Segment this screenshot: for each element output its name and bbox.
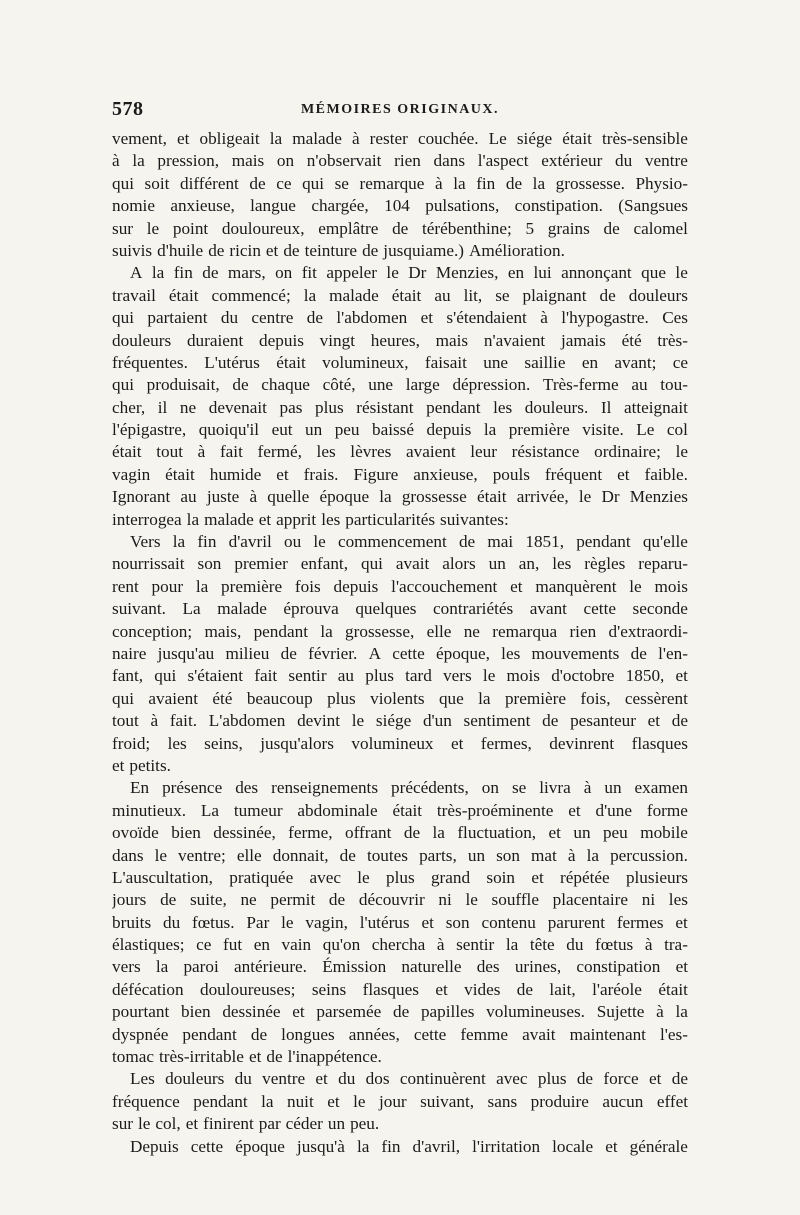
text-line: tomac très-irritable et de l'inappétence. bbox=[112, 1047, 382, 1067]
text-line: dans le ventre; elle donnait, de toutes parts, un son mat à la percussion. bbox=[112, 845, 688, 865]
text-line: sur le col, et finirent par céder un peu. bbox=[112, 1114, 380, 1134]
page-number: 578 bbox=[112, 98, 144, 120]
text-line: cher, il ne devenait pas plus résistant pendant les douleurs. Il atteignait bbox=[112, 397, 688, 417]
text-line: minutieux. La tumeur abdominale était très-proéminente et d'une forme bbox=[112, 800, 688, 820]
text-line: suivis d'huile de ricin et de teinture de jusquiame.) Amélioration. bbox=[112, 240, 565, 260]
text-line: dyspnée pendant de longues années, cette femme avait maintenant l'es- bbox=[112, 1024, 688, 1044]
text-line: froid; les seins, jusqu'alors volumineux et fermes, devinrent flasques bbox=[112, 733, 688, 753]
text-line: était tout à fait fermé, les lèvres avaient leur résistance ordinaire; le bbox=[112, 442, 688, 462]
text-line: fréquence pendant la nuit et le jour suivant, sans produire aucun effet bbox=[112, 1091, 688, 1111]
text-line: tout à fait. L'abdomen devint le siége d'un sentiment de pesanteur et de bbox=[112, 711, 688, 731]
text-line: qui produisait, de chaque côté, une large dépression. Très-ferme au tou- bbox=[112, 375, 688, 395]
running-title: MÉMOIRES ORIGINAUX. bbox=[300, 102, 500, 117]
text-line: à la pression, mais on n'observait rien dans l'aspect extérieur du ventre bbox=[112, 151, 688, 171]
text-line: suivant. La malade éprouva quelques contrariétés avant cette seconde bbox=[112, 599, 688, 619]
text-line: vagin était humide et frais. Figure anxieuse, pouls fréquent et faible. bbox=[112, 464, 688, 484]
text-line: vers la paroi antérieure. Émission naturelle des urines, constipation et bbox=[112, 957, 688, 977]
text-line: naire jusqu'au milieu de février. A cette époque, les mouvements de l'en- bbox=[112, 643, 688, 663]
page-header bbox=[112, 98, 688, 122]
body-text bbox=[112, 128, 688, 1158]
text-line: L'auscultation, pratiquée avec le plus grand soin et répétée plusieurs bbox=[112, 867, 688, 887]
text-line: travail était commencé; la malade était au lit, se plaignant de douleurs bbox=[112, 285, 688, 305]
text-line: bruits du fœtus. Par le vagin, l'utérus et son contenu parurent fermes et bbox=[112, 912, 688, 932]
text-line: nourrissait son premier enfant, qui avait alors un an, les règles reparu- bbox=[112, 554, 688, 574]
text-line: Depuis cette époque jusqu'à la fin d'avril, l'irritation locale et générale bbox=[130, 1136, 688, 1156]
text-line: et petits. bbox=[112, 755, 171, 775]
text-line: élastiques; ce fut en vain qu'on chercha à sentir la tête du fœtus à tra- bbox=[112, 935, 688, 955]
text-line: sur le point douloureux, emplâtre de térébenthine; 5 grains de calomel bbox=[112, 218, 688, 238]
text-line: qui soit différent de ce qui se remarque à la fin de la grossesse. Physio- bbox=[112, 173, 688, 193]
text-line: pourtant bien dessinée et parsemée de papilles volumineuses. Sujette à la bbox=[112, 1002, 688, 1022]
text-line: qui partaient du centre de l'abdomen et s'étendaient à l'hypogastre. Ces bbox=[112, 308, 688, 328]
text-line: défécation douloureuses; seins flasques et vides de lait, l'aréole était bbox=[112, 979, 688, 999]
text-line: fant, qui s'étaient fait sentir au plus tard vers le mois d'octobre 1850, et bbox=[112, 666, 688, 686]
text-line: ovoïde bien dessinée, ferme, offrant de la fluctuation, et un peu mobile bbox=[112, 823, 688, 843]
text-line: rent pour la première fois depuis l'accouchement et manquèrent le mois bbox=[112, 576, 688, 596]
text-line: A la fin de mars, on fit appeler le Dr Menzies, en lui annonçant que le bbox=[130, 263, 688, 283]
text-line: douleurs duraient depuis vingt heures, mais n'avaient jamais été très- bbox=[112, 330, 688, 350]
text-line: Les douleurs du ventre et du dos continuèrent avec plus de force et de bbox=[130, 1069, 688, 1089]
text-line: qui avaient été beaucoup plus violents que la première fois, cessèrent bbox=[112, 688, 688, 708]
text-line: interrogea la malade et apprit les particularités suivantes: bbox=[112, 509, 509, 529]
text-line: fréquentes. L'utérus était volumineux, faisait une saillie en avant; ce bbox=[112, 352, 688, 372]
text-line: vement, et obligeait la malade à rester couchée. Le siége était très-sensible bbox=[112, 129, 688, 148]
text-line: nomie anxieuse, langue chargée, 104 pulsations, constipation. (Sangsues bbox=[112, 196, 688, 216]
text-line: l'épigastre, quoiqu'il eut un peu baissé depuis la première visite. Le col bbox=[112, 420, 688, 440]
text-line: Vers la fin d'avril ou le commencement de mai 1851, pendant qu'elle bbox=[130, 532, 688, 552]
text-line: Ignorant au juste à quelle époque la grossesse était arrivée, le Dr Menzies bbox=[112, 487, 688, 507]
text-line: jours de suite, ne permit de découvrir ni le souffle placentaire ni les bbox=[112, 890, 688, 910]
text-line: conception; mais, pendant la grossesse, elle ne remarqua rien d'extraordi- bbox=[112, 621, 688, 641]
text-line: En présence des renseignements précédents, on se livra à un examen bbox=[130, 778, 688, 798]
